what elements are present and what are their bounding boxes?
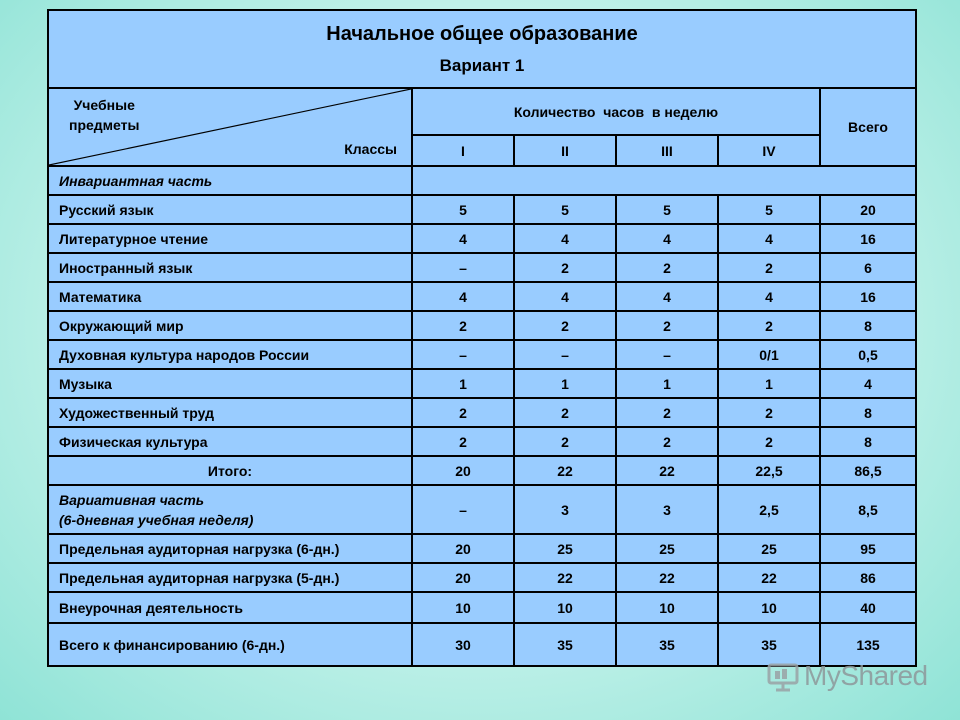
row-label: Внеурочная деятельность xyxy=(48,592,412,623)
row-label: Музыка xyxy=(48,369,412,398)
table-cell: 3 xyxy=(616,485,718,534)
hours-per-week-header: Количество часов в неделю xyxy=(412,88,820,135)
table-cell: 4 xyxy=(616,282,718,311)
table-row xyxy=(48,563,916,592)
grade-header: II xyxy=(514,135,616,166)
table-cell: 25 xyxy=(514,534,616,563)
table-cell: 4 xyxy=(412,282,514,311)
table-cell: 2 xyxy=(718,253,820,282)
extra-rows xyxy=(48,534,916,666)
row-label: Математика xyxy=(48,282,412,311)
table-cell: 40 xyxy=(820,592,916,623)
table-title-cell xyxy=(48,10,916,88)
page-title: Начальное общее образование xyxy=(326,22,638,45)
table-row xyxy=(48,592,916,623)
table-row xyxy=(48,534,916,563)
table-row xyxy=(48,195,916,224)
table-cell: 5 xyxy=(718,195,820,224)
row-label: Иностранный язык xyxy=(48,253,412,282)
table-cell: 6 xyxy=(820,253,916,282)
table-cell: – xyxy=(616,340,718,369)
grade-header: IV xyxy=(718,135,820,166)
table-cell: 5 xyxy=(514,195,616,224)
table-cell: 8 xyxy=(820,398,916,427)
table-cell: 10 xyxy=(718,592,820,623)
table-cell: 22 xyxy=(514,563,616,592)
table-cell: 1 xyxy=(412,369,514,398)
table-cell: 2 xyxy=(514,427,616,456)
curriculum-table xyxy=(47,9,917,667)
table-cell: 20 xyxy=(820,195,916,224)
table-cell: 2 xyxy=(718,398,820,427)
table-cell: 4 xyxy=(616,224,718,253)
subjects-label: Учебные предметы xyxy=(69,97,140,133)
table-cell: 2 xyxy=(718,427,820,456)
empty-cell xyxy=(412,166,916,195)
table-cell: 86 xyxy=(820,563,916,592)
table-row xyxy=(48,369,916,398)
table-cell: 2 xyxy=(616,427,718,456)
table-cell: 22 xyxy=(616,456,718,485)
table-cell: 20 xyxy=(412,456,514,485)
table-cell: 35 xyxy=(718,623,820,666)
table-row xyxy=(48,427,916,456)
table-cell: 2 xyxy=(412,311,514,340)
table-cell: 16 xyxy=(820,282,916,311)
table-cell: 20 xyxy=(412,563,514,592)
grade-header: I xyxy=(412,135,514,166)
table-cell: 16 xyxy=(820,224,916,253)
curriculum-table-container xyxy=(47,9,915,664)
table-cell: 10 xyxy=(514,592,616,623)
table-cell: 22 xyxy=(718,563,820,592)
table-cell: – xyxy=(412,253,514,282)
table-cell: 8 xyxy=(820,311,916,340)
table-cell: 4 xyxy=(820,369,916,398)
table-cell: 2 xyxy=(718,311,820,340)
table-cell: 25 xyxy=(616,534,718,563)
table-row xyxy=(48,253,916,282)
table-cell: 22 xyxy=(616,563,718,592)
variative-row-label xyxy=(48,485,412,534)
table-cell: 22 xyxy=(514,456,616,485)
row-label: Духовная культура народов России xyxy=(48,340,412,369)
variative-label-text: Вариативная часть (6-дневная учебная неделя) xyxy=(59,491,254,528)
table-cell: – xyxy=(412,485,514,534)
table-cell: 30 xyxy=(412,623,514,666)
row-label: Предельная аудиторная нагрузка (5-дн.) xyxy=(48,563,412,592)
table-cell: 5 xyxy=(412,195,514,224)
table-row xyxy=(48,224,916,253)
row-label: Художественный труд xyxy=(48,398,412,427)
table-cell: 2 xyxy=(412,398,514,427)
total-row-label: Итого: xyxy=(48,456,412,485)
table-cell: 2 xyxy=(514,311,616,340)
row-label: Русский язык xyxy=(48,195,412,224)
table-cell: 22,5 xyxy=(718,456,820,485)
table-row xyxy=(48,311,916,340)
table-cell: 2 xyxy=(514,253,616,282)
table-cell: 35 xyxy=(514,623,616,666)
table-cell: 8 xyxy=(820,427,916,456)
table-cell: 2 xyxy=(616,253,718,282)
table-cell: 0/1 xyxy=(718,340,820,369)
table-cell: 1 xyxy=(718,369,820,398)
table-cell: 20 xyxy=(412,534,514,563)
table-cell: 2 xyxy=(616,311,718,340)
row-label: Предельная аудиторная нагрузка (6-дн.) xyxy=(48,534,412,563)
table-cell: 4 xyxy=(514,282,616,311)
presentation-icon xyxy=(766,660,800,692)
table-cell: 4 xyxy=(718,224,820,253)
table-cell: 35 xyxy=(616,623,718,666)
row-label: Физическая культура xyxy=(48,427,412,456)
table-cell: 2,5 xyxy=(718,485,820,534)
row-label: Литературное чтение xyxy=(48,224,412,253)
watermark xyxy=(766,656,936,696)
watermark-text: MyShared xyxy=(804,660,928,691)
row-label: Окружающий мир xyxy=(48,311,412,340)
table-cell: 10 xyxy=(412,592,514,623)
table-cell: 4 xyxy=(412,224,514,253)
grade-header: III xyxy=(616,135,718,166)
table-cell: 4 xyxy=(718,282,820,311)
table-cell: 5 xyxy=(616,195,718,224)
table-row xyxy=(48,282,916,311)
table-cell: 2 xyxy=(412,427,514,456)
subject-rows xyxy=(48,195,916,456)
variant-title: Вариант 1 xyxy=(439,55,525,75)
table-row xyxy=(48,340,916,369)
classes-label: Классы xyxy=(344,141,397,157)
table-cell: – xyxy=(514,340,616,369)
table-cell: 2 xyxy=(616,398,718,427)
table-cell: 8,5 xyxy=(820,485,916,534)
table-row xyxy=(48,398,916,427)
diagonal-header-cell xyxy=(48,88,412,166)
table-cell: 86,5 xyxy=(820,456,916,485)
table-cell: 1 xyxy=(616,369,718,398)
table-cell: 25 xyxy=(718,534,820,563)
table-cell: 135 xyxy=(820,623,916,666)
table-cell: 4 xyxy=(514,224,616,253)
table-cell: 10 xyxy=(616,592,718,623)
table-cell: 0,5 xyxy=(820,340,916,369)
table-cell: 3 xyxy=(514,485,616,534)
invariant-section-label: Инвариантная часть xyxy=(48,166,412,195)
table-cell: 1 xyxy=(514,369,616,398)
table-cell: – xyxy=(412,340,514,369)
table-cell: 2 xyxy=(514,398,616,427)
table-cell: 95 xyxy=(820,534,916,563)
row-label: Всего к финансированию (6-дн.) xyxy=(48,623,412,666)
total-header: Всего xyxy=(820,88,916,166)
